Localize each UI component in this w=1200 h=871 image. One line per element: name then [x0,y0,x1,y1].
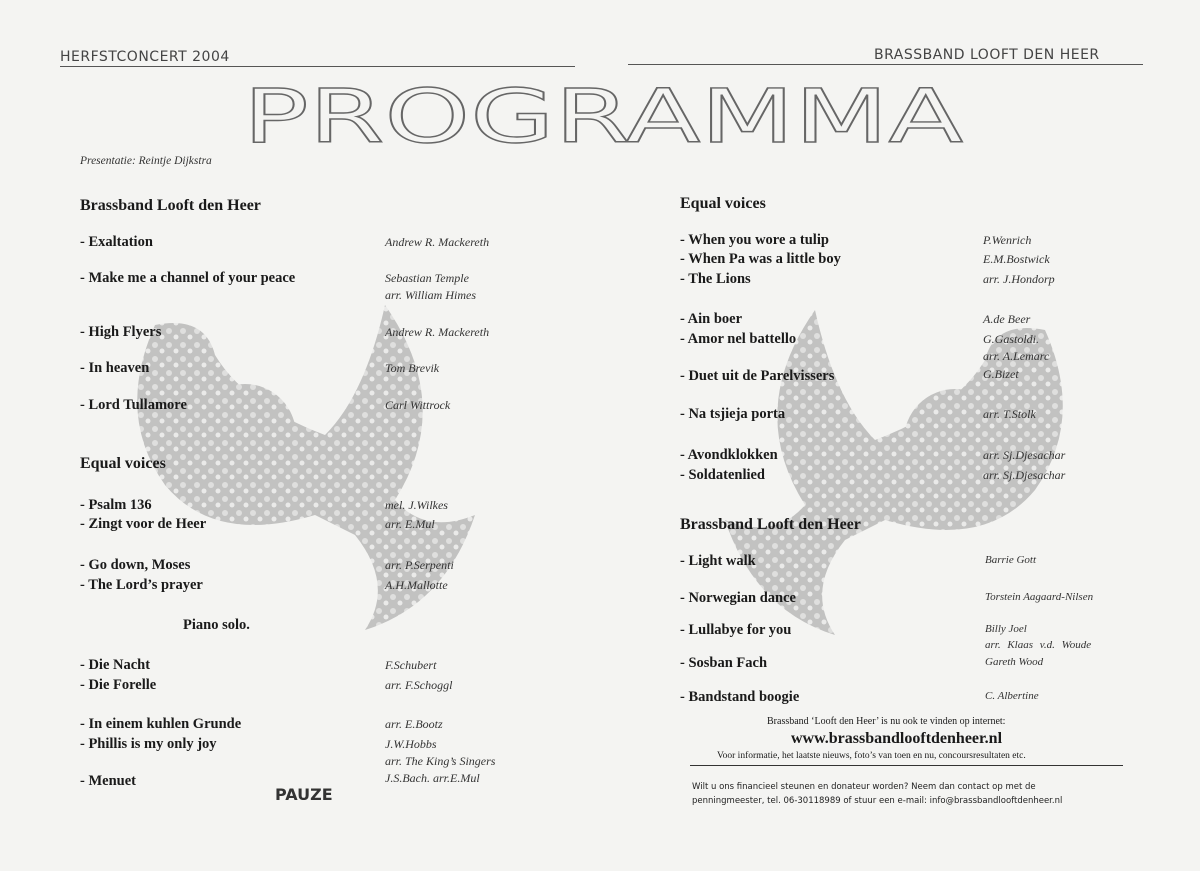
composer: J.W.Hobbs [385,737,437,751]
program-item: - When you wore a tulip [680,232,829,248]
program-item: - The Lord’s prayer [80,577,203,593]
left-section-equal-voices: Equal voices [80,455,166,472]
web-rule [690,765,1123,766]
composer: A.H.Mallotte [385,578,448,592]
composer: F.Schubert [385,658,437,672]
program-item: - Sosban Fach [680,655,768,671]
composer: J.S.Bach. arr.E.Mul [385,771,480,785]
composer: Billy Joel [985,623,1027,635]
composer: arr. F.Schoggl [385,678,453,692]
header-left: HERFSTCONCERT 2004 [60,49,230,65]
left-section-brassband: Brassband Looft den Heer [80,197,261,214]
composer: arr. P.Serpenti [385,558,454,572]
program-item: - The Lions [680,271,751,287]
program-item: - When Pa was a little boy [680,251,841,267]
program-item: - Light walk [680,553,756,569]
program-item: - Go down, Moses [80,557,191,573]
program-item: - Phillis is my only joy [80,736,217,752]
composer: arr. J.Hondorp [983,272,1055,286]
program-item: - Zingt voor de Heer [80,516,207,532]
program-item: - Ain boer [680,311,743,327]
program-item: - Duet uit de Parelvissers [680,368,835,384]
programma-title-text: PROGRAMMA [243,84,964,148]
arranger: arr. William Himes [385,288,477,302]
composer: Andrew R. Mackereth [385,235,490,249]
header-right: BRASSBAND LOOFT DEN HEER [874,47,1100,63]
website-url[interactable]: www.brassbandlooftdenheer.nl [791,730,1003,747]
programma-title [238,84,968,148]
composer: A.de Beer [983,312,1031,326]
composer: arr. Sj.Djesachar [983,448,1066,462]
piano-solo: Piano solo. [183,617,250,633]
right-section-equal-voices: Equal voices [680,195,766,212]
program-item: - Amor nel battello [680,331,797,347]
program-item: - Die Forelle [80,677,157,693]
donate-line-2: penningmeester, tel. 06-30118989 of stuur een e-mail: info@brassbandlooftdenheer.nl [692,796,1063,806]
presentatie: Presentatie: Reintje Dijkstra [80,155,212,167]
donate-line-1: Wilt u ons financieel steunen en donateur worden? Neem dan contact op met de [692,782,1036,792]
composer: Torstein Aagaard-Nilsen [985,591,1094,603]
program-item: - Avondklokken [680,447,778,463]
composer: arr. Sj.Djesachar [983,468,1066,482]
right-section-brassband: Brassband Looft den Heer [680,516,861,533]
program-item: - Lord Tullamore [80,397,187,413]
composer: C. Albertine [985,690,1039,702]
web-info: Voor informatie, het laatste nieuws, foto’s van toen en nu, concoursresultaten etc. [717,751,1026,761]
composer: mel. J.Wilkes [385,498,448,512]
arranger: arr. Klaas v.d. Woude [985,639,1092,651]
arranger: arr. A.Lemarc [983,349,1050,363]
composer: Barrie Gott [985,554,1037,566]
composer: Andrew R. Mackereth [385,325,490,339]
program-item: - Na tsjieja porta [680,406,786,422]
composer: Tom Brevik [385,361,440,375]
composer: G.Bizet [983,367,1019,381]
header-rule-right [628,64,1143,65]
composer: arr. E.Mul [385,517,435,531]
program-item: - Exaltation [80,234,153,250]
header-rule-left [60,66,575,67]
program-item: - In einem kuhlen Grunde [80,716,242,732]
program-item: - Lullabye for you [680,622,792,638]
composer: P.Wenrich [983,233,1032,247]
program-item: - Psalm 136 [80,497,152,513]
composer: Sebastian Temple [385,271,469,285]
program-item: - In heaven [80,360,150,376]
composer: arr. E.Bootz [385,717,443,731]
composer: E.M.Bostwick [983,252,1050,266]
program-item: - Make me a channel of your peace [80,270,296,286]
composer: G.Gastoldi. [983,332,1040,346]
composer: Gareth Wood [985,656,1044,668]
program-item: - Menuet [80,773,136,789]
arranger: arr. The King’s Singers [385,754,496,768]
pauze-label: PAUZE [275,785,333,804]
web-intro: Brassband ‘Looft den Heer’ is nu ook te vinden op internet: [767,716,1006,727]
program-item: - Norwegian dance [680,590,796,606]
program-item: - Soldatenlied [680,467,765,483]
program-item: - Bandstand boogie [680,689,800,705]
composer: arr. T.Stolk [983,407,1036,421]
program-item: - Die Nacht [80,657,151,673]
program-item: - High Flyers [80,324,162,340]
composer: Carl Wittrock [385,398,451,412]
